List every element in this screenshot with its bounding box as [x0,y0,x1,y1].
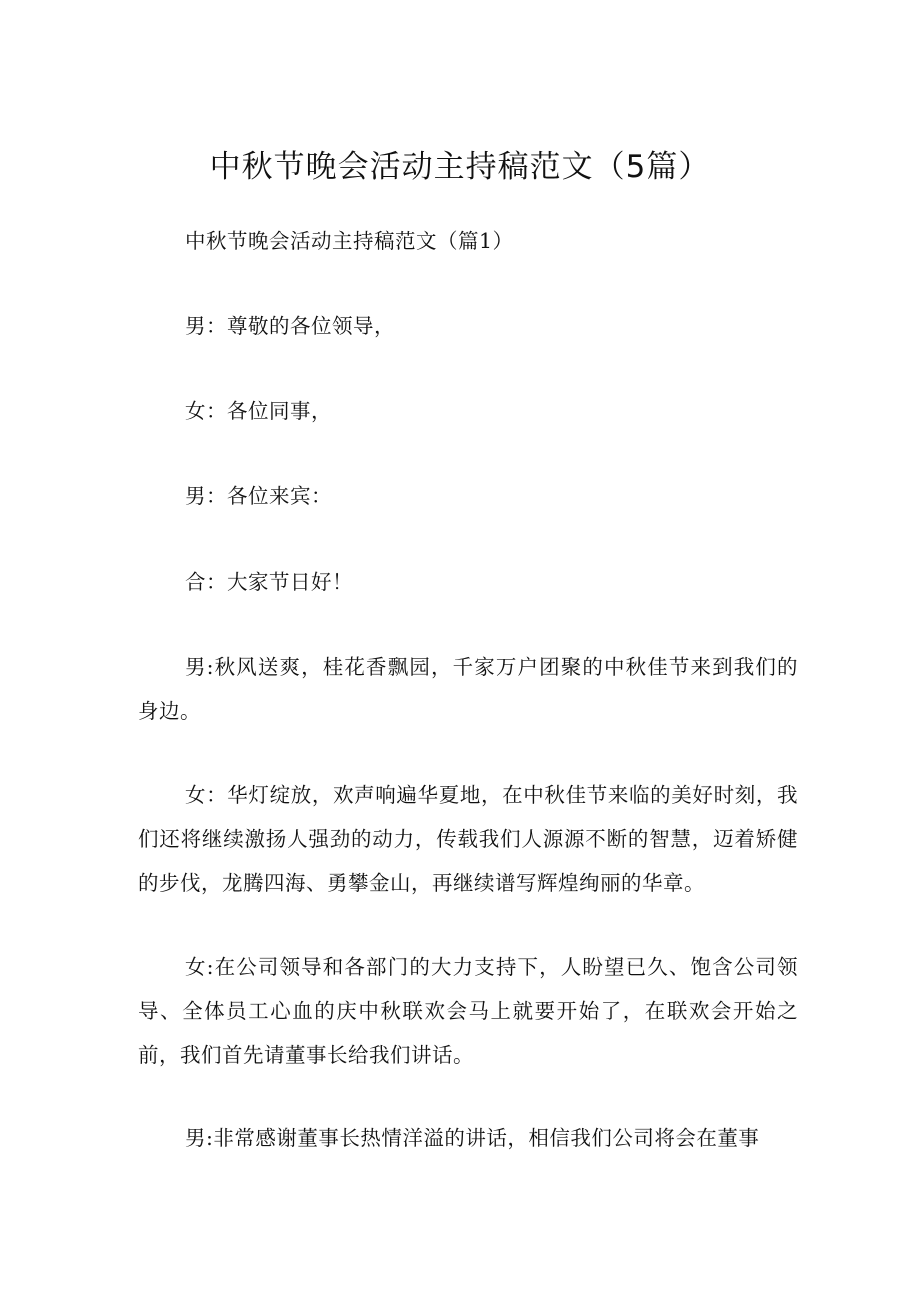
paragraph: 男:秋风送爽，桂花香飘园，千家万户团聚的中秋佳节来到我们的身边。 [138,655,798,723]
paragraph: 女：华灯绽放，欢声响遍华夏地，在中秋佳节来临的美好时刻，我们还将继续激扬人强劲的动力，传载我们人源源不断的智慧，迈着矫健的步伐，龙腾四海、勇攀金山，再继续谱写辉煌绚丽的华章。 [138,783,798,895]
paragraph: 女:在公司领导和各部门的大力支持下，人盼望已久、饱含公司领导、全体员工心血的庆中秋联欢会马上就要开始了，在联欢会开始之前，我们首先请董事长给我们讲话。 [138,955,798,1067]
paragraph: 合：大家节日好！ [185,570,353,594]
document-title: 中秋节晚会活动主持稿范文（5篇） [209,148,711,185]
section-heading: 中秋节晚会活动主持稿范文（篇1） [185,229,514,253]
paragraph: 男：各位来宾： [185,484,332,508]
paragraph: 女：各位同事， [185,399,332,423]
paragraph: 男:非常感谢董事长热情洋溢的讲话，相信我们公司将会在董事 [185,1126,760,1150]
paragraph: 男：尊敬的各位领导， [185,314,395,338]
